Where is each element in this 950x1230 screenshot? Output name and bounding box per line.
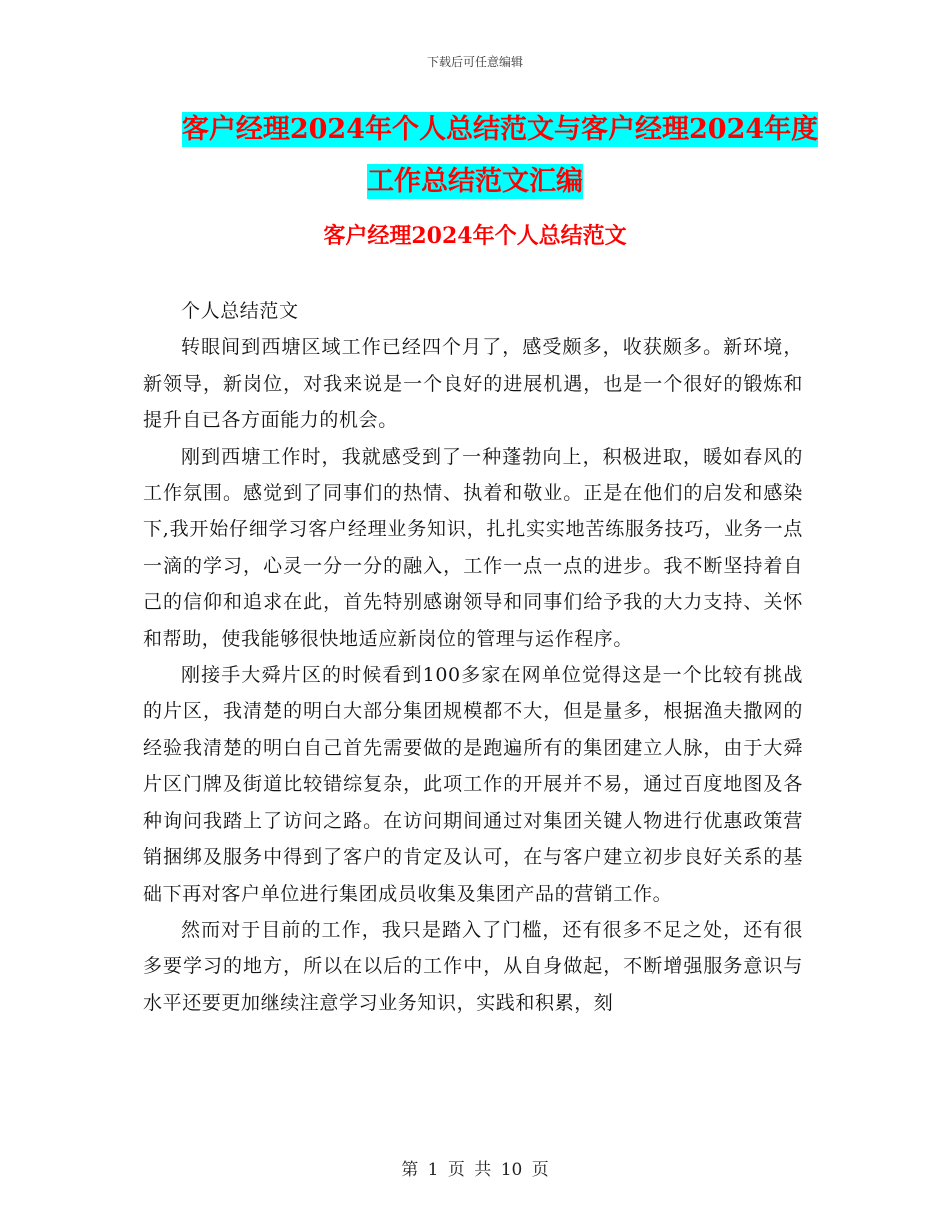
document-body [143,293,803,1021]
body-paragraph-heading: 个人总结范文 [181,300,299,322]
section-title: 客户经理2024年个人总结范文 [323,223,627,249]
body-paragraph: 转眼间到西塘区域工作已经四个月了，感受颇多，收获颇多。新环境，新领导，新岗位，对我来说是一个良好的进展机遇，也是一个很好的锻炼和提升自已各方面能力的机会。 [143,336,803,432]
document-title-line-1: 客户经理2024年个人总结范文与客户经理2024年度 [181,114,819,145]
body-paragraph: 刚到西塘工作时，我就感受到了一种蓬勃向上，积极进取，暖如春风的工作氛围。感觉到了同事们的热情、执着和敬业。正是在他们的启发和感染下,我开始仔细学习客户经理业务知识，扎扎实实地苦练服务技巧，业务一点一滴的学习，心灵一分一分的融入，工作一点一点的进步。我不断坚持着自己的信仰和追求在此，首先特别感谢领导和同事们给予我的大力支持、关怀和帮助，使我能够很快地适应新岗位的管理与运作程序。 [143,445,803,650]
page-number-footer: 第 1 页 共 10 页 [401,1160,549,1180]
page-header-note: 下载后可任意编辑 [426,55,523,69]
body-paragraph: 然而对于目前的工作，我只是踏入了门槛，还有很多不足之处，还有很多要学习的地方，所以在以后的工作中，从自身做起，不断增强服务意识与水平还要更加继续注意学习业务知识，实践和积累，刻 [143,918,803,1014]
document-title [0,104,950,208]
document-title-line-2: 工作总结范文汇编 [367,166,583,197]
body-paragraph: 刚接手大舜片区的时候看到100多家在网单位觉得这是一个比较有挑战的片区，我清楚的明白大部分集团规模都不大，但是量多，根据渔夫撒网的经验我清楚的明白自己首先需要做的是跑遍所有的集团建立人脉，由于大舜片区门牌及街道比较错综复杂，此项工作的开展并不易，通过百度地图及各种询问我踏上了访问之路。在访问期间通过对集团关键人物进行优惠政策营销捆绑及服务中得到了客户的肯定及认可，在与客户建立初步良好关系的基础下再对客户单位进行集团成员收集及集团产品的营销工作。 [143,664,803,905]
